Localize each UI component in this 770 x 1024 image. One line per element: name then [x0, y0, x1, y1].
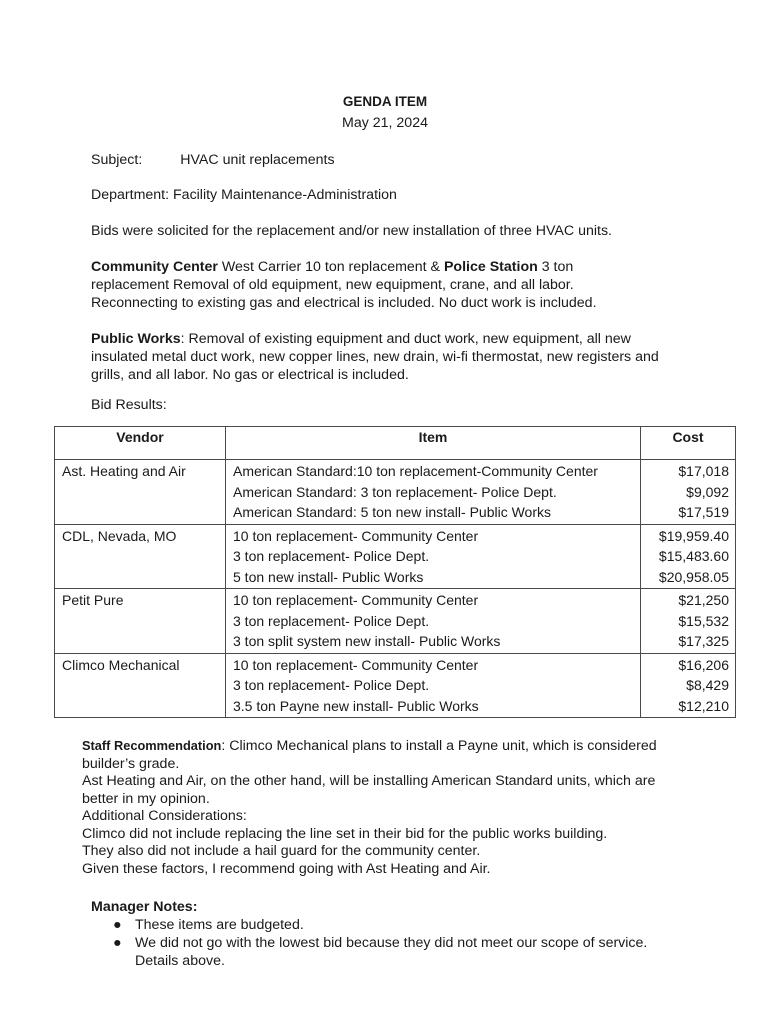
bullet-icon: ●	[113, 917, 122, 933]
table-row	[55, 524, 736, 589]
cost-line: $19,959.40	[658, 527, 729, 544]
recommendation-label: Staff Recommendation	[82, 738, 222, 753]
recommendation-line: Given these factors, I recommend going with Ast Heating and Air.	[82, 860, 491, 877]
item-line: 3 ton split system new install- Public Works	[233, 633, 501, 649]
cost-line: $17,018	[678, 463, 729, 479]
public-works-paragraph	[91, 331, 681, 384]
item-line: American Standard: 5 ton new install- Public Works	[233, 504, 551, 520]
vendor-cell: Petit Pure	[55, 589, 226, 654]
item-cell	[226, 589, 641, 654]
cost-line: $16,206	[678, 656, 729, 673]
item-line: American Standard:10 ton replacement-Community Center	[233, 463, 598, 479]
vendor-cell: Climco Mechanical	[55, 653, 226, 718]
manager-notes	[91, 898, 671, 970]
table-row	[55, 460, 736, 525]
vendor-header: Vendor	[55, 427, 226, 460]
recommendation-line: Additional Considerations:	[82, 808, 247, 824]
community-text-1: West Carrier 10 ton replacement &	[217, 259, 444, 275]
recommendation-text: : Climco Mechanical plans to install a Payne unit, which is considered builder’s grade.	[82, 738, 657, 772]
document-title: GENDA ITEM	[342, 94, 428, 109]
table-header-row	[55, 427, 736, 460]
list-item	[113, 916, 671, 934]
document-date: May 21, 2024	[342, 115, 428, 131]
bid-results-table	[54, 426, 736, 718]
bullet-icon: ●	[113, 935, 122, 951]
community-label: Community Center	[91, 259, 218, 275]
public-works-label: Public Works	[91, 331, 181, 347]
item-line: 10 ton replacement- Community Center	[233, 592, 479, 608]
subject-label: Subject:	[91, 152, 143, 168]
item-line: 10 ton replacement- Community Center	[233, 527, 479, 544]
cost-line: $20,958.05	[658, 568, 729, 585]
item-cell	[226, 460, 641, 525]
recommendation-line: Ast Heating and Air, on the other hand, will be installing American Standard units, which are better in my opinion.	[82, 773, 656, 807]
item-line: 10 ton replacement- Community Center	[233, 656, 479, 673]
cost-cell	[641, 589, 736, 654]
department-line: Department: Facility Maintenance-Administration	[91, 187, 397, 203]
vendor-cell: Ast. Heating and Air	[55, 460, 226, 525]
vendor-cell: CDL, Nevada, MO	[55, 524, 226, 589]
cost-cell	[641, 460, 736, 525]
manager-notes-title: Manager Notes:	[91, 899, 198, 915]
cost-line: $15,532	[678, 612, 729, 629]
item-cell	[226, 524, 641, 589]
community-paragraph	[91, 259, 646, 312]
cost-cell	[641, 653, 736, 718]
staff-recommendation	[82, 737, 692, 878]
cost-line: $17,519	[678, 504, 729, 520]
item-line: 3 ton replacement- Police Dept.	[233, 548, 430, 564]
cost-line: $21,250	[678, 592, 729, 608]
item-line: American Standard: 3 ton replacement- Police Dept.	[233, 483, 557, 500]
police-label: Police Station	[443, 259, 538, 275]
cost-line: $17,325	[678, 633, 729, 649]
cost-line: $12,210	[678, 697, 729, 714]
bid-results-label: Bid Results:	[91, 397, 167, 413]
cost-header: Cost	[641, 427, 736, 460]
recommendation-line	[82, 737, 692, 773]
public-works-text: : Removal of existing equipment and duct work, new equipment, all new insulated metal duct work, new copper lines, new drain, wi-fi thermostat, new registers and grills, and all labor. No gas or electrical is included.	[91, 331, 659, 383]
table-row	[55, 589, 736, 654]
cost-cell	[641, 524, 736, 589]
cost-line: $15,483.60	[658, 548, 729, 564]
intro-text: Bids were solicited for the replacement and/or new installation of three HVAC units.	[91, 223, 612, 239]
item-line: 3.5 ton Payne new install- Public Works	[233, 697, 479, 714]
item-cell	[226, 653, 641, 718]
note-text: We did not go with the lowest bid because they did not meet our scope of service. Details above.	[135, 935, 648, 969]
recommendation-line: Climco did not include replacing the line set in their bid for the public works building.	[82, 825, 608, 842]
item-header: Item	[226, 427, 641, 460]
note-text: These items are budgeted.	[135, 917, 304, 933]
recommendation-line: They also did not include a hail guard for the community center.	[82, 843, 481, 859]
item-line: 3 ton replacement- Police Dept.	[233, 612, 430, 629]
list-item	[113, 934, 671, 970]
subject-line	[91, 152, 691, 170]
subject-value: HVAC unit replacements	[180, 152, 335, 168]
table-row	[55, 653, 736, 718]
community-text-2: 3 ton replacement Removal of old equipment, new equipment, crane, and all labor. Reconnecting to existing gas and electrical is included. No duct work is included.	[91, 259, 597, 311]
cost-line: $9,092	[686, 483, 729, 500]
cost-line: $8,429	[686, 677, 729, 693]
item-line: 3 ton replacement- Police Dept.	[233, 677, 430, 693]
item-line: 5 ton new install- Public Works	[233, 568, 424, 585]
manager-notes-list	[91, 916, 671, 970]
